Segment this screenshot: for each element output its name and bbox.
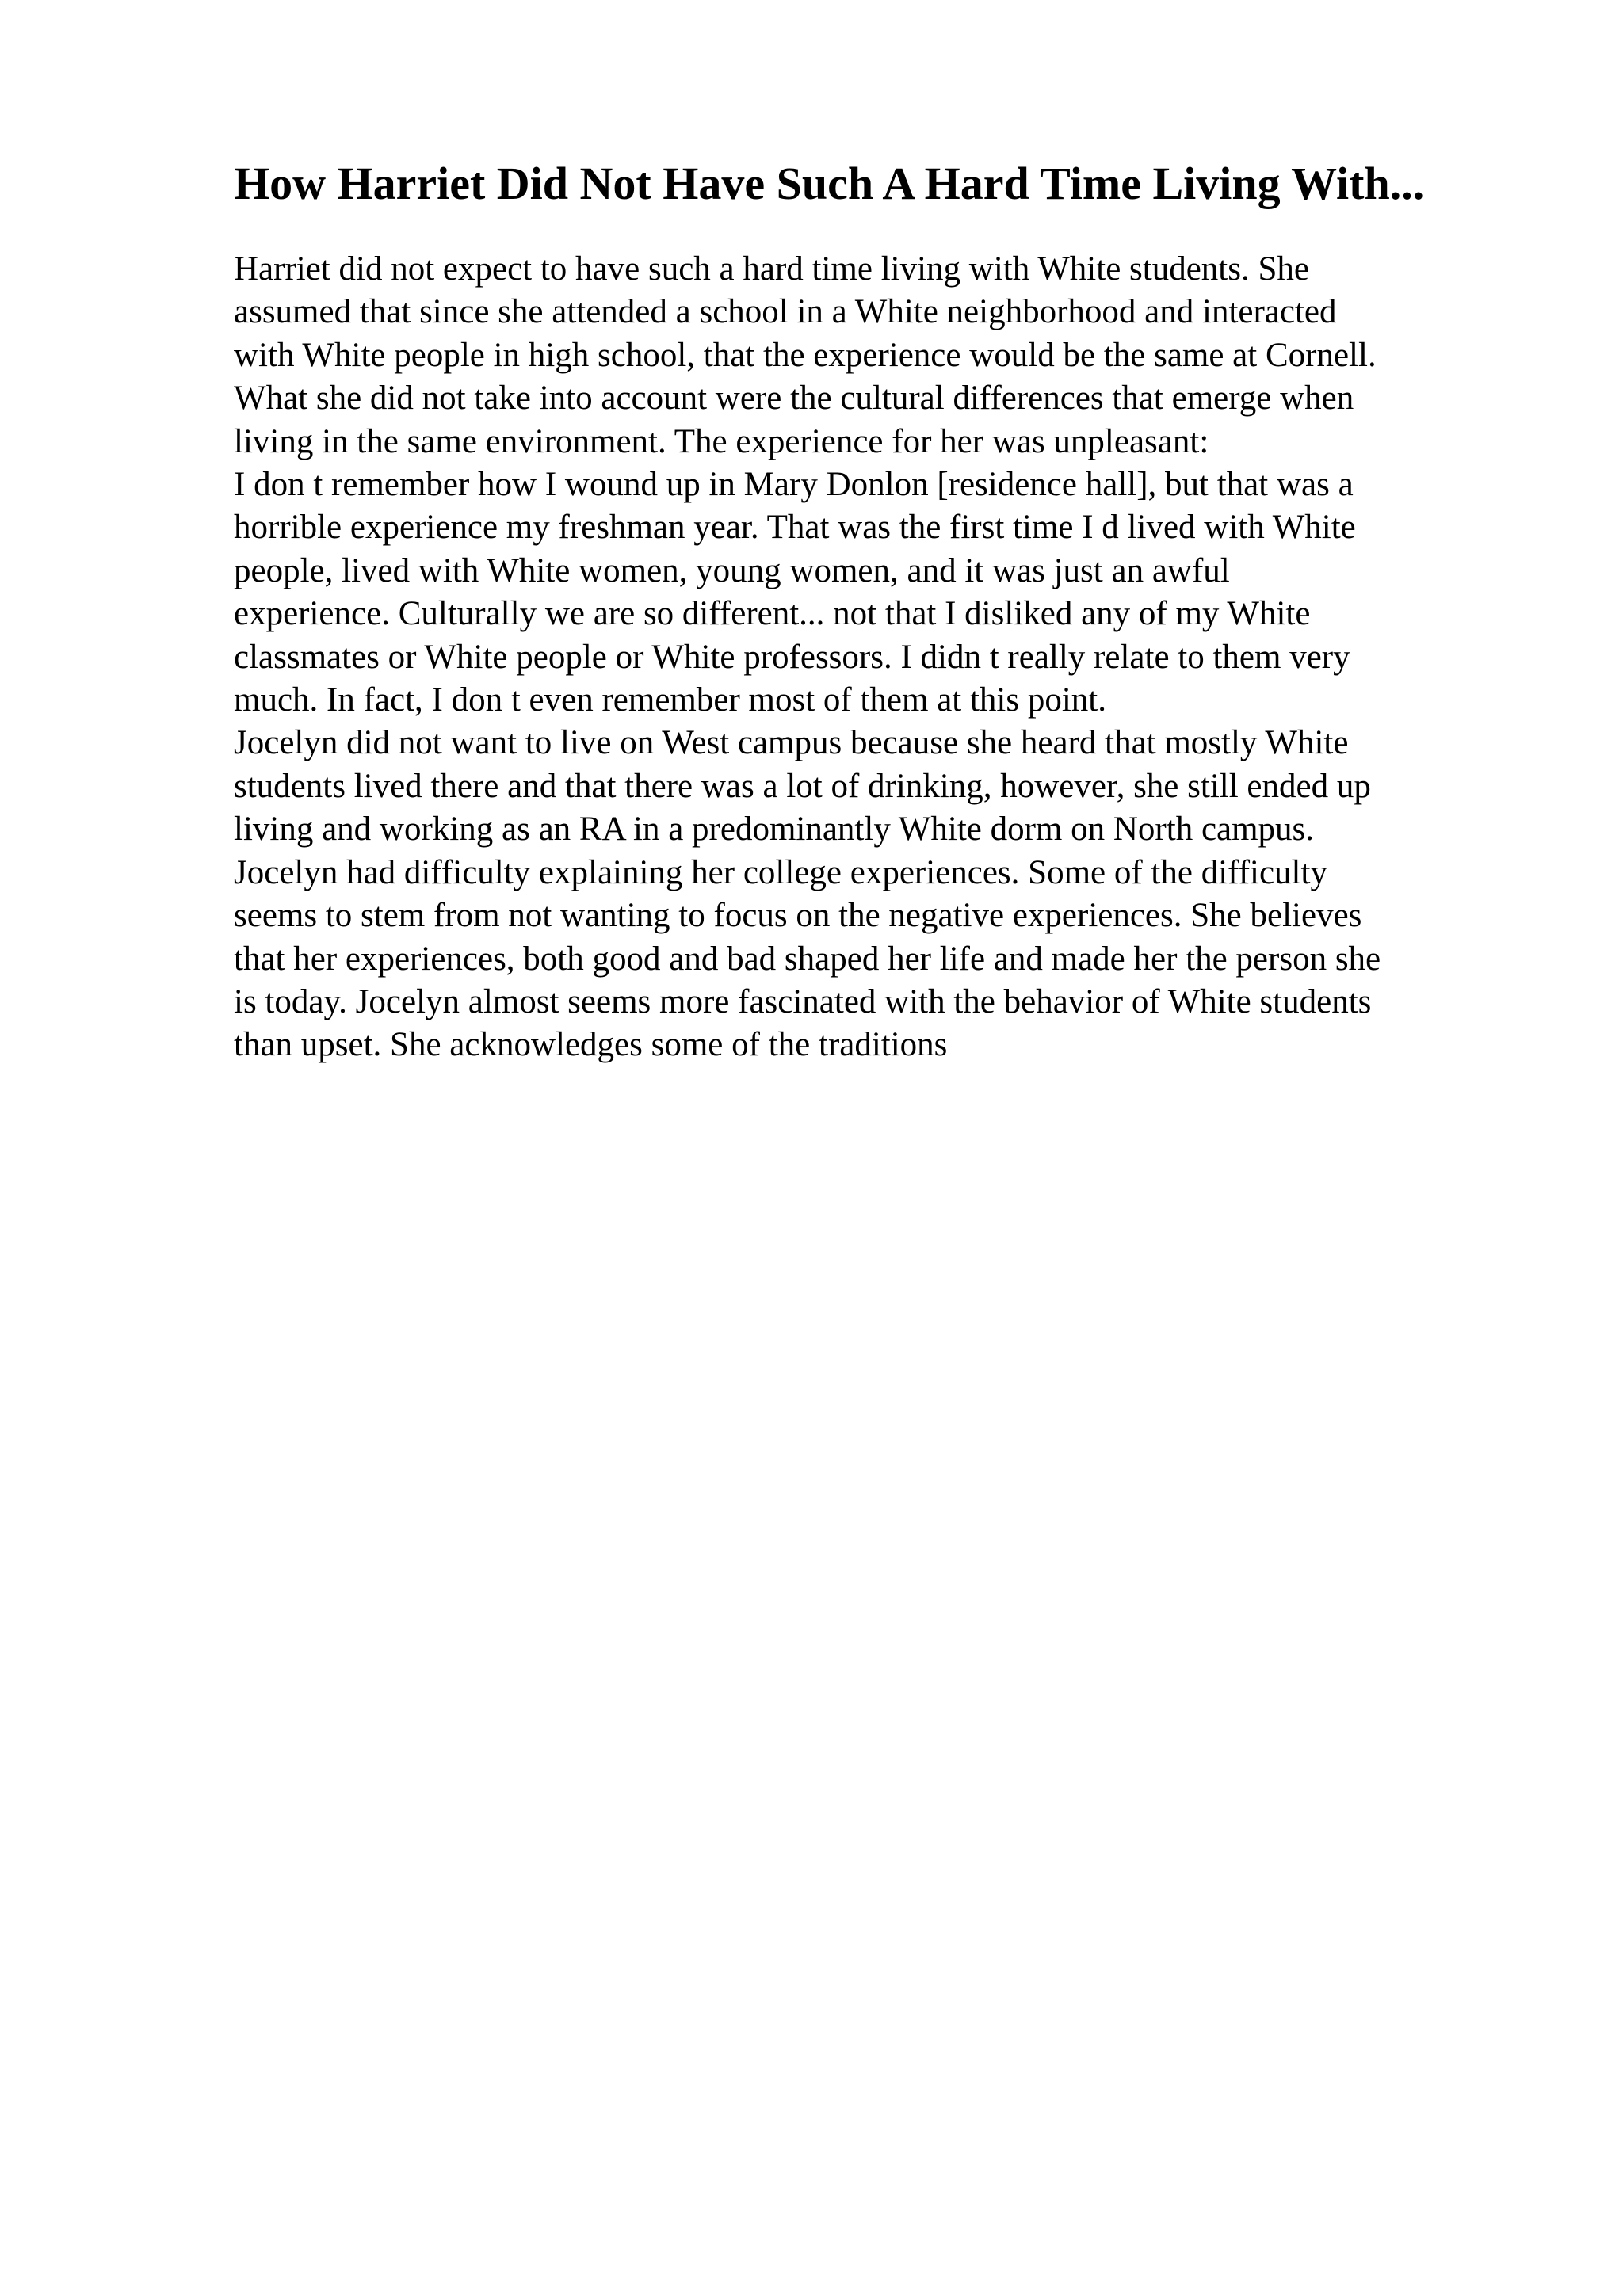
document-title: How Harriet Did Not Have Such A Hard Time Living With... <box>234 158 1425 209</box>
body-line: that her experiences, both good and bad shaped her life and made her the person she <box>234 940 1381 978</box>
body-line: experience. Culturally we are so different... not that I disliked any of my White <box>234 595 1311 633</box>
body-line: What she did not take into account were the cultural differences that emerge when <box>234 379 1354 418</box>
body-line: Jocelyn had difficulty explaining her college experiences. Some of the difficulty <box>234 853 1327 891</box>
body-line: I don t remember how I wound up in Mary Donlon [residence hall], but that was a <box>234 466 1354 504</box>
body-line: seems to stem from not wanting to focus on the negative experiences. She believes <box>234 897 1362 935</box>
body-line: assumed that since she attended a school in a White neighborhood and interacted <box>234 293 1337 331</box>
body-line: living and working as an RA in a predominantly White dorm on North campus. <box>234 810 1315 849</box>
body-line: than upset. She acknowledges some of the traditions <box>234 1026 948 1064</box>
body-line: is today. Jocelyn almost seems more fascinated with the behavior of White students <box>234 982 1372 1020</box>
body-line: students lived there and that there was a lot of drinking, however, she still ended up <box>234 767 1371 805</box>
document-body <box>234 248 1518 1067</box>
body-line: Jocelyn did not want to live on West campus because she heard that mostly White <box>234 724 1349 762</box>
body-line: horrible experience my freshman year. That was the first time I d lived with White <box>234 509 1356 547</box>
body-line: classmates or White people or White professors. I didn t really relate to them very <box>234 638 1350 676</box>
body-line: Harriet did not expect to have such a hard time living with White students. She <box>234 250 1309 288</box>
body-line: people, lived with White women, young women, and it was just an awful <box>234 551 1230 589</box>
body-line: much. In fact, I don t even remember most of them at this point. <box>234 681 1106 719</box>
body-line: living in the same environment. The experience for her was unpleasant: <box>234 422 1209 460</box>
body-line: with White people in high school, that the experience would be the same at Cornell. <box>234 336 1377 374</box>
